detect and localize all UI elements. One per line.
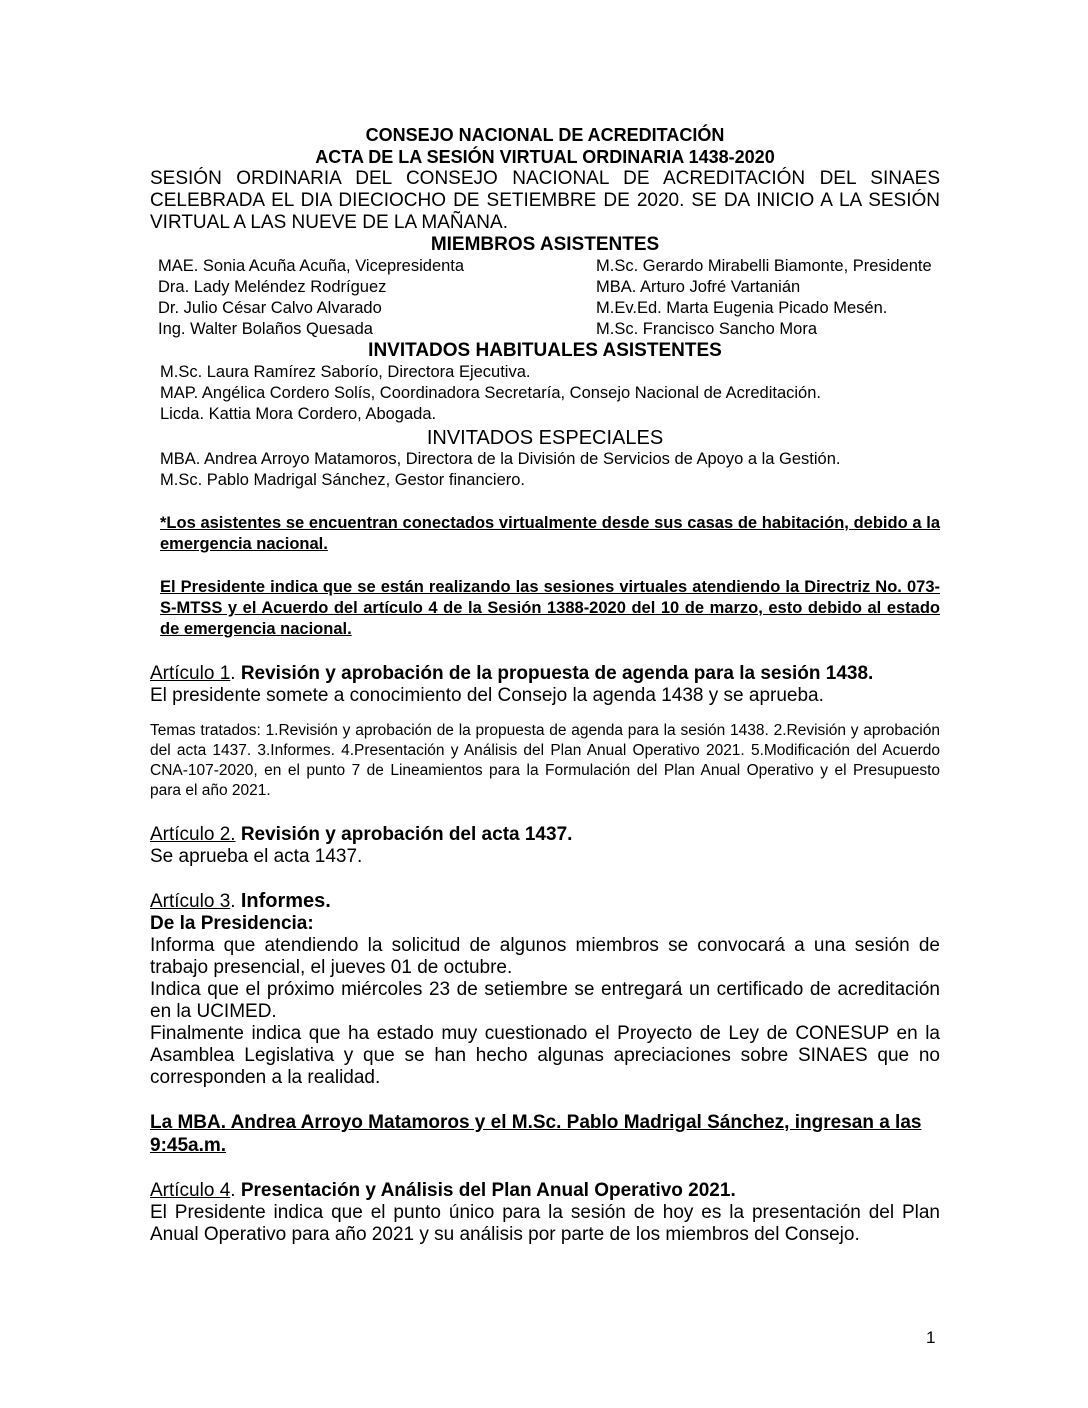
article-4-text: El Presidente indica que el punto único para la sesión de hoy es la presentación del Plan Anual Operativo para año 2021 y su análisis por parte de los miembros del Consejo. <box>150 1202 940 1245</box>
member-name: M.Ev.Ed. Marta Eugenia Picado Mesén. <box>596 299 888 317</box>
member-name: MAE. Sonia Acuña Acuña, Vicepresidenta <box>158 257 465 275</box>
member-name: Dr. Julio César Calvo Alvarado <box>158 299 382 317</box>
guest-name: M.Sc. Pablo Madrigal Sánchez, Gestor financiero. <box>160 471 526 489</box>
member-name: Dra. Lady Meléndez Rodríguez <box>158 278 387 296</box>
guest-name: Licda. Kattia Mora Cordero, Abogada. <box>160 405 437 423</box>
member-name: M.Sc. Gerardo Mirabelli Biamonte, Presidente <box>596 257 932 275</box>
article-label: Artículo 1 <box>150 663 231 684</box>
member-name: MBA. Arturo Jofré Vartanián <box>596 278 801 296</box>
article-title: Informes. <box>240 890 331 912</box>
article-4-heading: Artículo 4. Presentación y Análisis del Plan Anual Operativo 2021. <box>150 1180 736 1201</box>
virtual-notice: *Los asistentes se encuentran conectados virtualmente desde sus casas de habitación, debido a la emergencia nacional. <box>160 514 940 553</box>
article-3-heading: Artículo 3. Informes. <box>150 890 331 912</box>
article-1-text: El presidente somete a conocimiento del Consejo la agenda 1438 y se aprueba. <box>150 685 824 706</box>
article-title: Revisión y aprobación del acta 1437. <box>240 824 573 845</box>
document-subtitle: ACTA DE LA SESIÓN VIRTUAL ORDINARIA 1438-2020 <box>315 147 775 167</box>
document-page <box>150 124 940 1246</box>
report-paragraph: Informa que atendiendo la solicitud de algunos miembros se convocará a una sesión de trabajo presencial, el jueves 01 de octubre. <box>150 935 940 978</box>
report-paragraph: Indica que el próximo miércoles 23 de setiembre se entregará un certificado de acreditación en la UCIMED. <box>150 979 940 1022</box>
article-1-heading: Artículo 1. Revisión y aprobación de la propuesta de agenda para la sesión 1438. <box>150 663 874 684</box>
report-paragraph: Finalmente indica que ha estado muy cuestionado el Proyecto de Ley de CONESUP en la Asamblea Legislativa y que se han hecho algunas apreciaciones sobre SINAES que no corresponden a la realidad. <box>150 1023 940 1088</box>
article-2-text: Se aprueba el acta 1437. <box>150 846 363 867</box>
regular-guests-heading: INVITADOS HABITUALES ASISTENTES <box>368 340 722 361</box>
member-name: Ing. Walter Bolaños Quesada <box>158 320 373 338</box>
entry-notice: La MBA. Andrea Arroyo Matamoros y el M.Sc. Pablo Madrigal Sánchez, ingresan a las 9:45a.m. <box>150 1112 922 1156</box>
topics-list: Temas tratados: 1.Revisión y aprobación de la propuesta de agenda para la sesión 1438. 2.Revisión y aprobación del acta 1437. 3.Informes. 4.Presentación y Análisis del Plan Anual Operativo 2021. 5.Modificación del Acuerdo CNA-107-2020, en el punto 7 de Lineamientos para la Formulación del Plan Anual Operativo y el Presupuesto para el año 2021. <box>150 722 940 799</box>
session-intro: SESIÓN ORDINARIA DEL CONSEJO NACIONAL DE ACREDITACIÓN DEL SINAES CELEBRADA EL DIA DIECIOCHO DE SETIEMBRE DE 2020. SE DA INICIO A LA SESIÓN VIRTUAL A LAS NUEVE DE LA MAÑANA. <box>150 168 940 233</box>
members-list <box>150 256 940 340</box>
article-label: Artículo 4 <box>150 1180 231 1201</box>
article-title: Presentación y Análisis del Plan Anual Operativo 2021. <box>240 1180 736 1201</box>
special-guests-list <box>150 449 940 491</box>
page-number: 1 <box>926 1328 936 1347</box>
regular-guests-list <box>150 362 940 425</box>
guest-name: M.Sc. Laura Ramírez Saborío, Directora Ejecutiva. <box>160 363 531 381</box>
guest-name: MAP. Angélica Cordero Solís, Coordinadora Secretaría, Consejo Nacional de Acreditación. <box>160 384 821 402</box>
article-label: Artículo 3 <box>150 891 231 912</box>
article-label: Artículo 2. <box>150 824 236 845</box>
guest-name: MBA. Andrea Arroyo Matamoros, Directora de la División de Servicios de Apoyo a la Gestión. <box>160 450 841 468</box>
members-heading: MIEMBROS ASISTENTES <box>430 234 660 255</box>
directive-notice: El Presidente indica que se están realizando las sesiones virtuales atendiendo la Directriz No. 073-S-MTSS y el Acuerdo del artículo 4 de la Sesión 1388-2020 del 10 de marzo, esto debido al estado de emergencia nacional. <box>160 578 940 638</box>
member-name: M.Sc. Francisco Sancho Mora <box>596 320 817 338</box>
presidency-subheading: De la Presidencia: <box>150 913 314 934</box>
document-title: CONSEJO NACIONAL DE ACREDITACIÓN <box>365 125 725 145</box>
article-title: Revisión y aprobación de la propuesta de agenda para la sesión 1438. <box>240 663 874 684</box>
special-guests-heading: INVITADOS ESPECIALES <box>426 427 664 449</box>
article-2-heading <box>150 823 940 846</box>
